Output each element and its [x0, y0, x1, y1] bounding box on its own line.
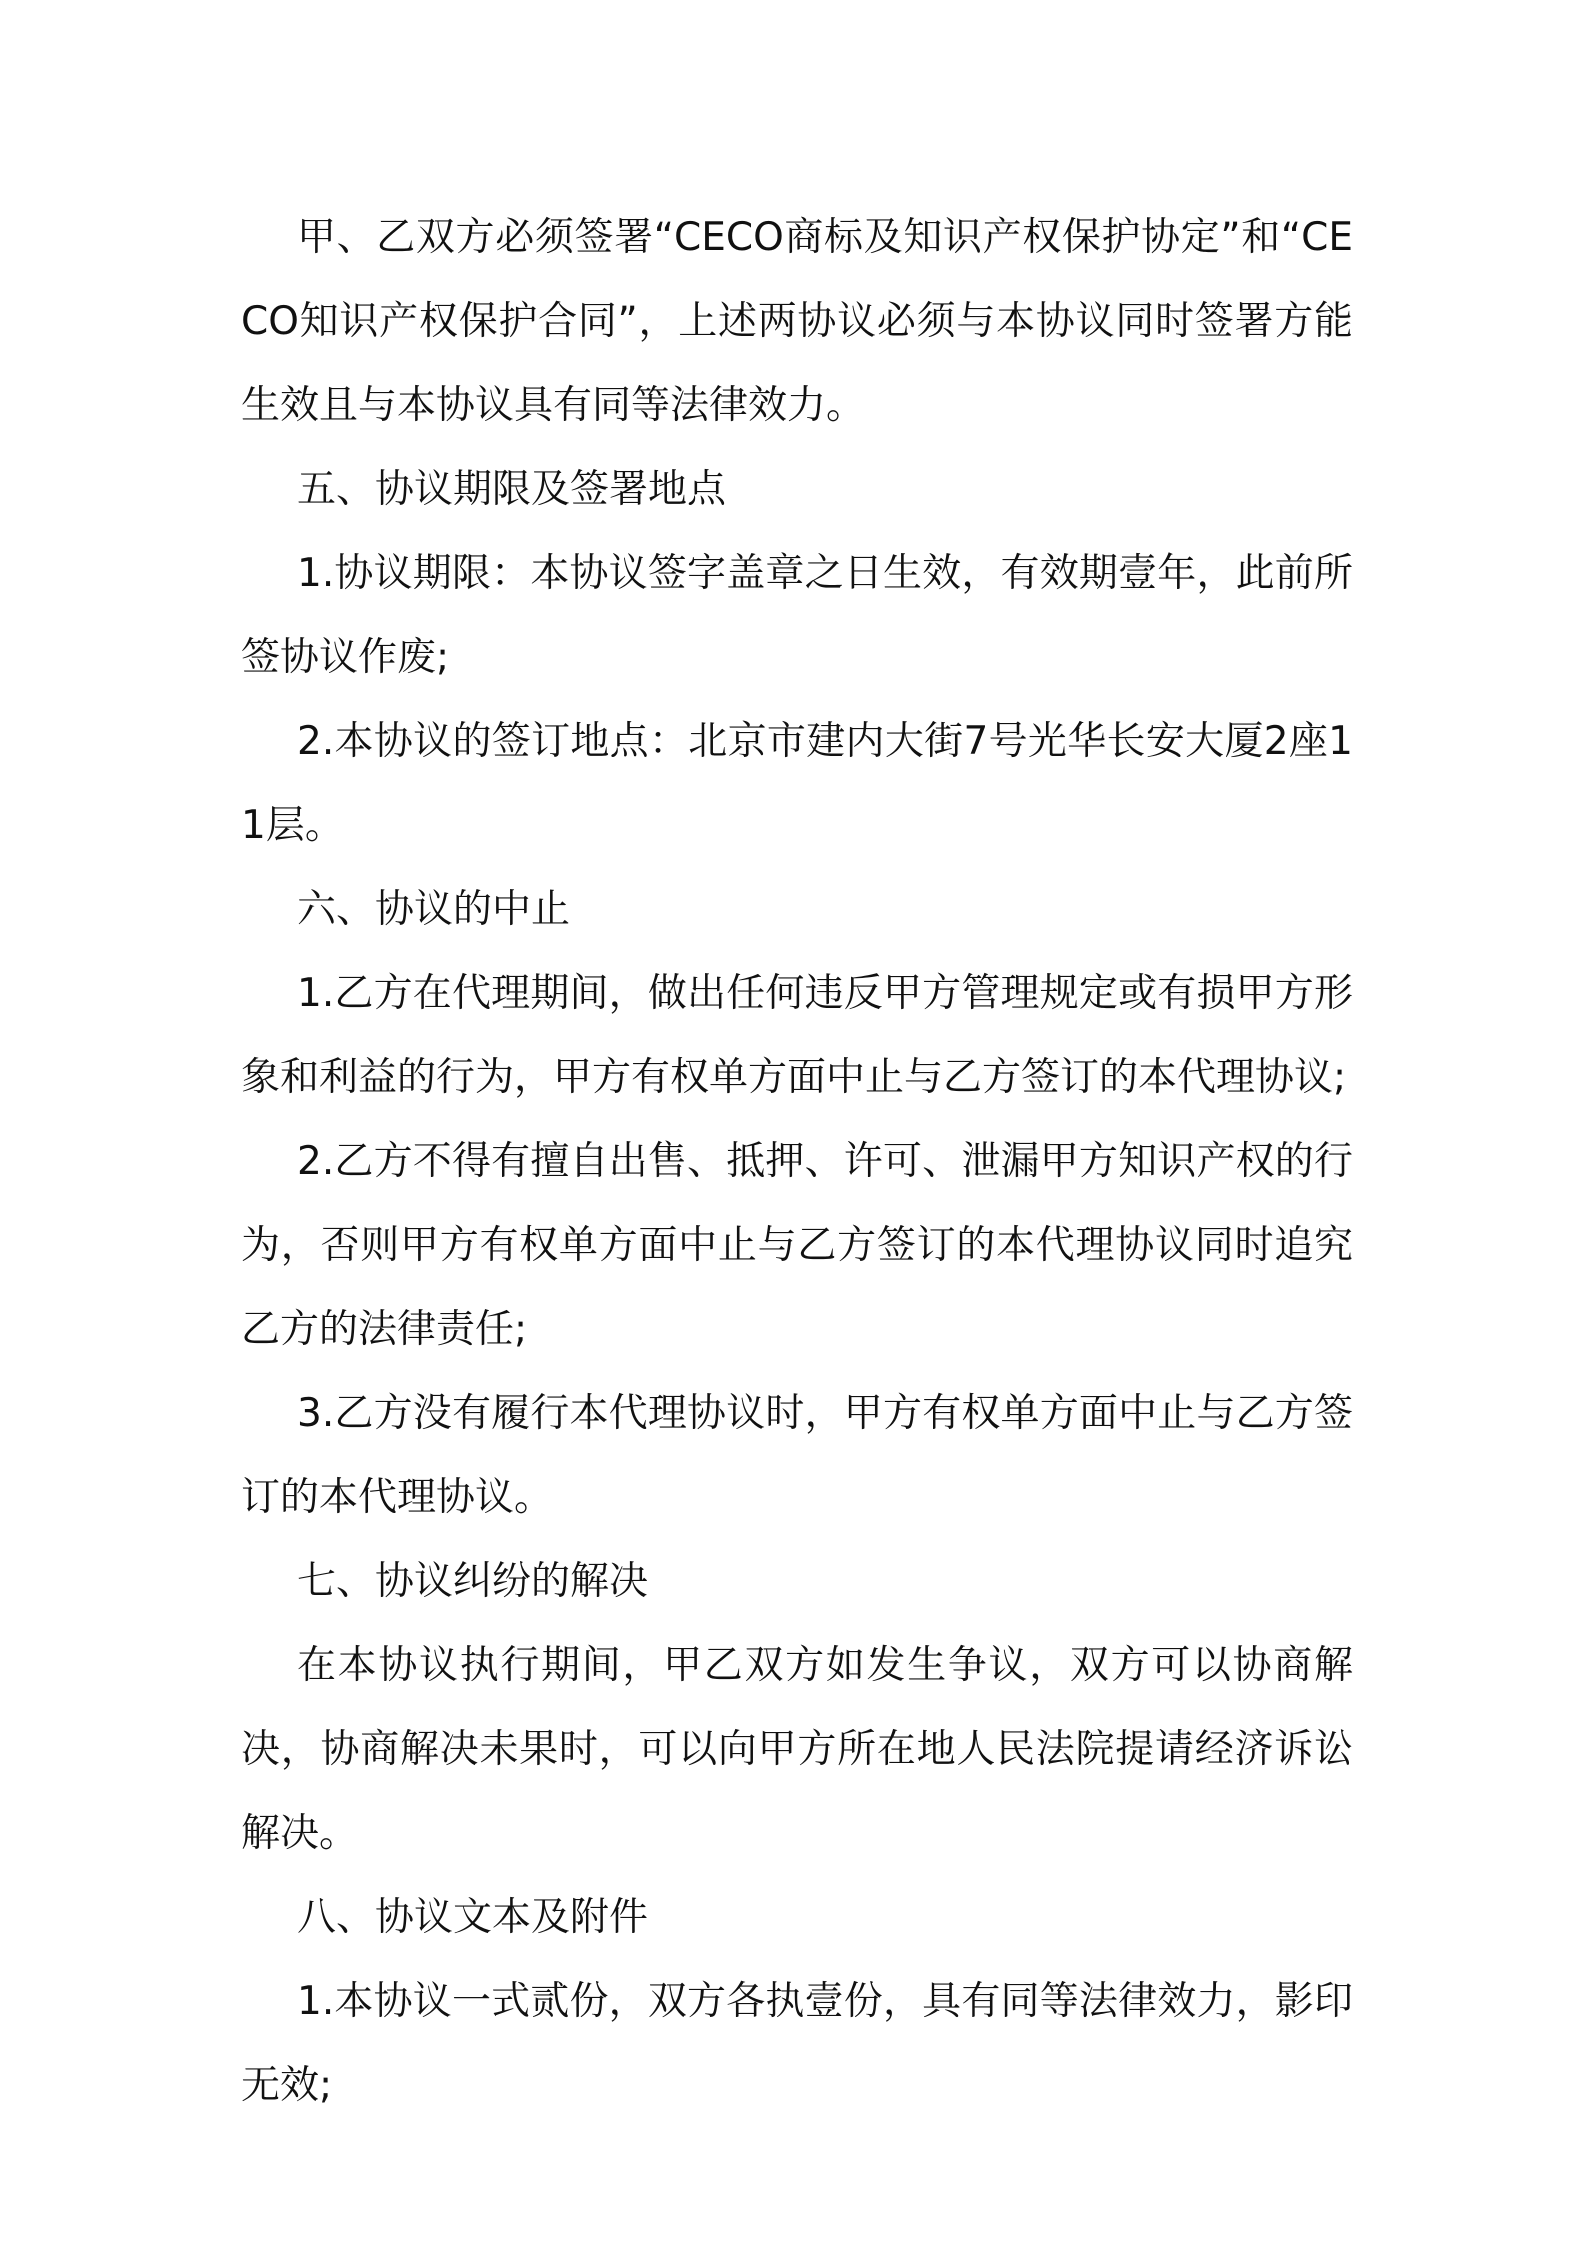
section-7-body: 在本协议执行期间，甲乙双方如发生争议，双方可以协商解决，协商解决未果时，可以向甲方所在地人民法院提请经济诉讼解决。: [241, 1643, 1353, 1856]
section-5-item-2: 2.本协议的签订地点：北京市建内大街7号光华长安大厦2座11层。: [241, 719, 1353, 848]
section-6-item-2: 2.乙方不得有擅自出售、抵押、许可、泄漏甲方知识产权的行为，否则甲方有权单方面中止与乙方签订的本代理协议同时追究乙方的法律责任;: [241, 1139, 1353, 1352]
section-5-item-1: 1.协议期限：本协议签字盖章之日生效，有效期壹年，此前所签协议作废;: [241, 551, 1353, 680]
section-6-item-1: 1.乙方在代理期间，做出任何违反甲方管理规定或有损甲方形象和利益的行为，甲方有权单方面中止与乙方签订的本代理协议;: [241, 971, 1353, 1100]
document-body: [241, 196, 1353, 2128]
section-8-item-1: 1.本协议一式贰份，双方各执壹份，具有同等法律效力，影印无效;: [241, 1979, 1353, 2108]
section-8-heading: 八、协议文本及附件: [297, 1895, 649, 1940]
section-7-heading: 七、协议纠纷的解决: [297, 1559, 649, 1604]
section-6-item-3: 3.乙方没有履行本代理协议时，甲方有权单方面中止与乙方签订的本代理协议。: [241, 1391, 1353, 1520]
section-5-heading: 五、协议期限及签署地点: [297, 467, 727, 512]
paragraph-trademark-agreements: 甲、乙双方必须签署“CECO商标及知识产权保护协定”和“CECO知识产权保护合同”，上述两协议必须与本协议同时签署方能生效且与本协议具有同等法律效力。: [241, 215, 1353, 428]
section-6-heading: 六、协议的中止: [297, 887, 571, 932]
